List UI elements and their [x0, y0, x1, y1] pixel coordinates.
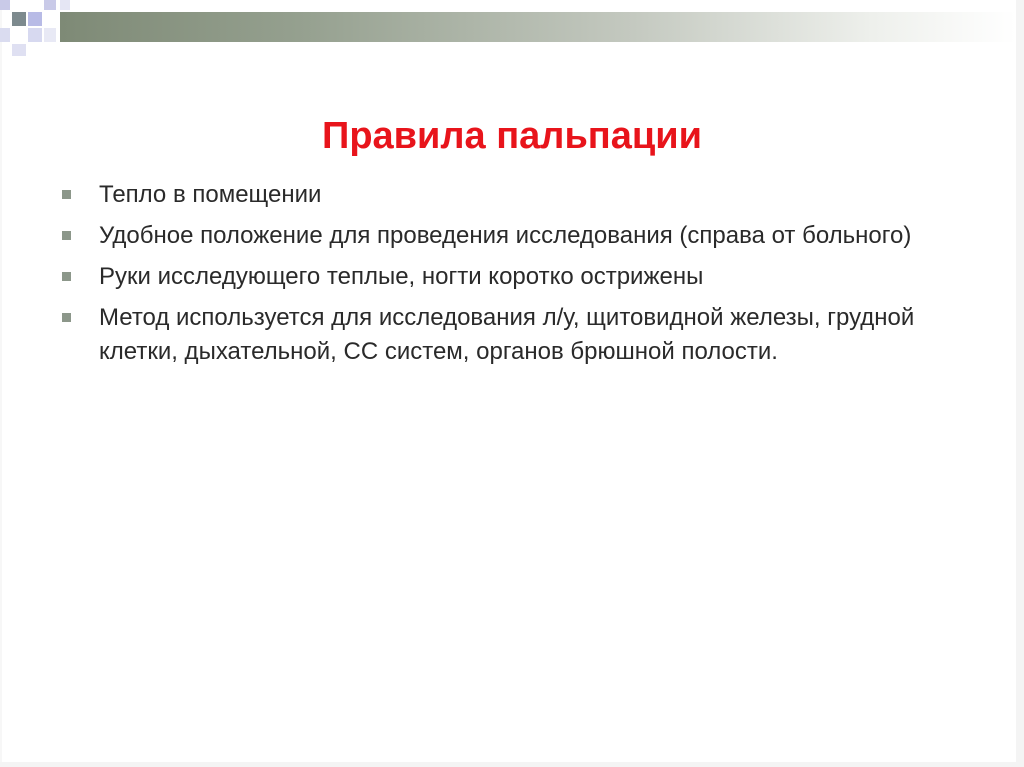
bullet-text: Метод используется для исследования л/у, щитовидной железы, грудной клетки, дыхательной, СС систем, органов брюшной полости. — [99, 304, 915, 365]
bullet-text: Удобное положение для проведения исследования (справа от больного) — [99, 222, 912, 249]
square-bullet-icon — [62, 190, 71, 199]
square-bullet-icon — [62, 231, 71, 240]
decorative-square — [0, 28, 10, 42]
decorative-square — [44, 0, 56, 10]
decorative-square — [12, 44, 26, 56]
bullet-item — [62, 260, 962, 294]
slide-border — [0, 762, 1024, 767]
square-bullet-icon — [62, 272, 71, 281]
decorative-square — [60, 0, 70, 10]
decorative-square — [28, 12, 42, 26]
bullet-item — [62, 219, 962, 253]
bullet-item — [62, 301, 962, 369]
decorative-square — [12, 12, 26, 26]
slide-title: Правила пальпации — [322, 115, 702, 158]
bullet-text: Тепло в помещении — [99, 181, 322, 208]
bullet-text: Руки исследующего теплые, ногти коротко острижены — [99, 263, 704, 290]
decorative-square — [28, 28, 42, 42]
bullet-list — [62, 178, 962, 376]
decorative-square — [0, 0, 10, 10]
square-bullet-icon — [62, 313, 71, 322]
header-accent-bar — [60, 12, 1016, 42]
decorative-square — [44, 28, 56, 42]
bullet-item — [62, 178, 962, 212]
